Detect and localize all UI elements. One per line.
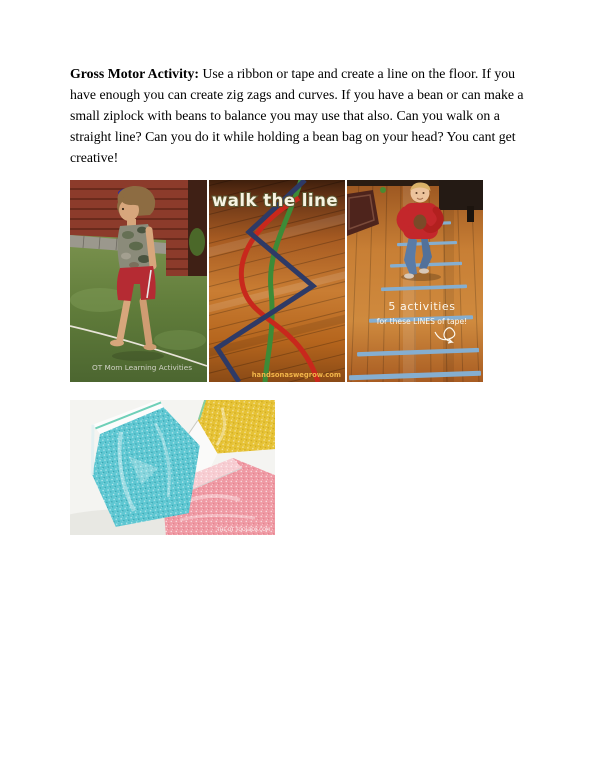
arm	[149, 230, 153, 266]
walking-line-image	[70, 180, 207, 382]
image-row	[70, 180, 483, 382]
overlay-title-text: 5 activities	[388, 300, 456, 313]
front-foot	[110, 340, 124, 347]
doorway-shadow	[188, 180, 207, 276]
watermark-text: handsonaswegrow.com	[251, 371, 341, 379]
activity-paragraph	[70, 63, 532, 168]
watermark-text: OT Mom Learning Activities	[92, 363, 192, 372]
photo-title-text: walk the line	[211, 191, 339, 210]
walking-line-photo	[70, 180, 207, 382]
back-foot	[144, 344, 157, 350]
tape-lines-image	[347, 180, 483, 382]
watermark-text: THE OT TOOLBOX.COM	[217, 528, 270, 533]
tape-lines-photo	[347, 180, 483, 382]
walk-the-line-photo	[209, 180, 345, 382]
paragraph-body-text: Use a ribbon or tape and create a line on the floor. If you have enough you can create zig zags and curves. If you have a bean or can make a small ziplock with beans to balance you may use that also. Can you walk on a straight line? Can you do it while holding a bean bag on your head? You cant get creative!	[70, 66, 524, 165]
overlay-subtitle-text: for these LINES of tape!	[376, 317, 468, 326]
paragraph-bold-lead: Gross Motor Activity:	[70, 66, 200, 81]
eye	[122, 208, 124, 210]
plant	[189, 228, 205, 256]
colored-rice-photo	[70, 400, 275, 535]
toy-in-hands	[414, 215, 427, 230]
colored-rice-image	[70, 400, 275, 535]
toy	[380, 187, 386, 193]
furniture	[439, 180, 483, 210]
walk-the-line-image	[209, 180, 345, 382]
